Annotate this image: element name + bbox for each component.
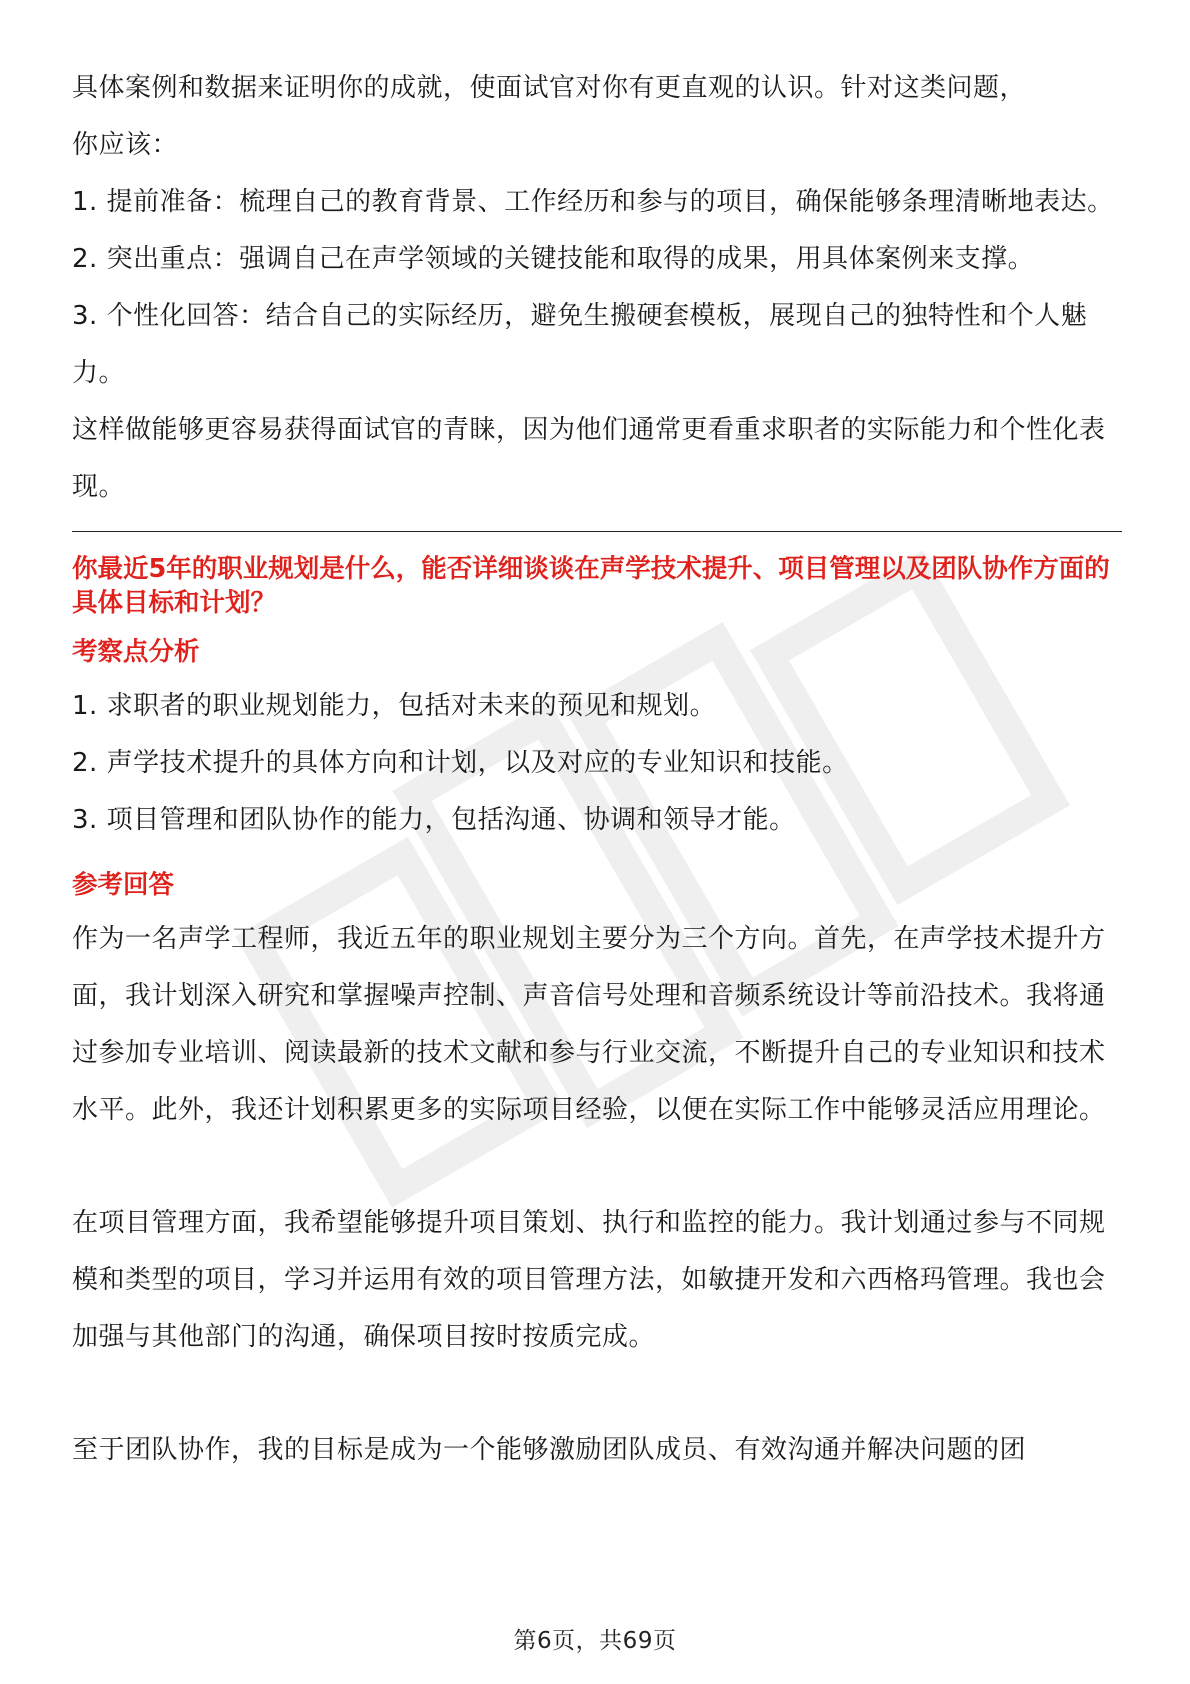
question-heading: 你最近5年的职业规划是什么，能否详细谈谈在声学技术提升、项目管理以及团队协作方面的具体目标和计划？ — [72, 554, 1110, 618]
page-number: 第6页，共69页 — [513, 1628, 677, 1654]
intro-item-2: 2. 突出重点：强调自己在声学领域的关键技能和取得的成果，用具体案例来支撑。 — [72, 244, 1035, 274]
intro-item-3: 3. 个性化回答：结合自己的实际经历，避免生搬硬套模板，展现自己的独特性和个人魅力。 — [72, 301, 1088, 388]
section-divider — [72, 531, 1122, 532]
answer-title: 参考回答 — [72, 870, 175, 900]
intro-line-2: 你应该： — [72, 130, 179, 160]
intro-line-1: 具体案例和数据来证明你的成就，使面试官对你有更直观的认识。针对这类问题， — [72, 73, 1027, 103]
analysis-item: 1. 求职者的职业规划能力，包括对未来的预见和规划。 — [72, 691, 717, 721]
analysis-item: 3. 项目管理和团队协作的能力，包括沟通、协调和领导才能。 — [72, 805, 796, 835]
answer-paragraph: 至于团队协作，我的目标是成为一个能够激励团队成员、有效沟通并解决问题的团 — [72, 1435, 1027, 1465]
analysis-title: 考察点分析 — [72, 637, 200, 667]
analysis-item: 2. 声学技术提升的具体方向和计划，以及对应的专业知识和技能。 — [72, 748, 849, 778]
document-page — [72, 60, 1122, 1479]
answer-paragraph: 作为一名声学工程师，我近五年的职业规划主要分为三个方向。首先，在声学技术提升方面，我计划深入研究和掌握噪声控制、声音信号处理和音频系统设计等前沿技术。我将通过参加专业培训、阅读最新的技术文献和参与行业交流，不断提升自己的专业知识和技术水平。此外，我还计划积累更多的实际项目经验，以便在实际工作中能够灵活应用理论。 — [72, 924, 1106, 1125]
answer-paragraph: 在项目管理方面，我希望能够提升项目策划、执行和监控的能力。我计划通过参与不同规模和类型的项目，学习并运用有效的项目管理方法，如敏捷开发和六西格玛管理。我也会加强与其他部门的沟通，确保项目按时按质完成。 — [72, 1208, 1106, 1352]
intro-closing: 这样做能够更容易获得面试官的青睐，因为他们通常更看重求职者的实际能力和个性化表现。 — [72, 415, 1106, 502]
intro-item-1: 1. 提前准备：梳理自己的教育背景、工作经历和参与的项目，确保能够条理清晰地表达。 — [72, 187, 1114, 217]
